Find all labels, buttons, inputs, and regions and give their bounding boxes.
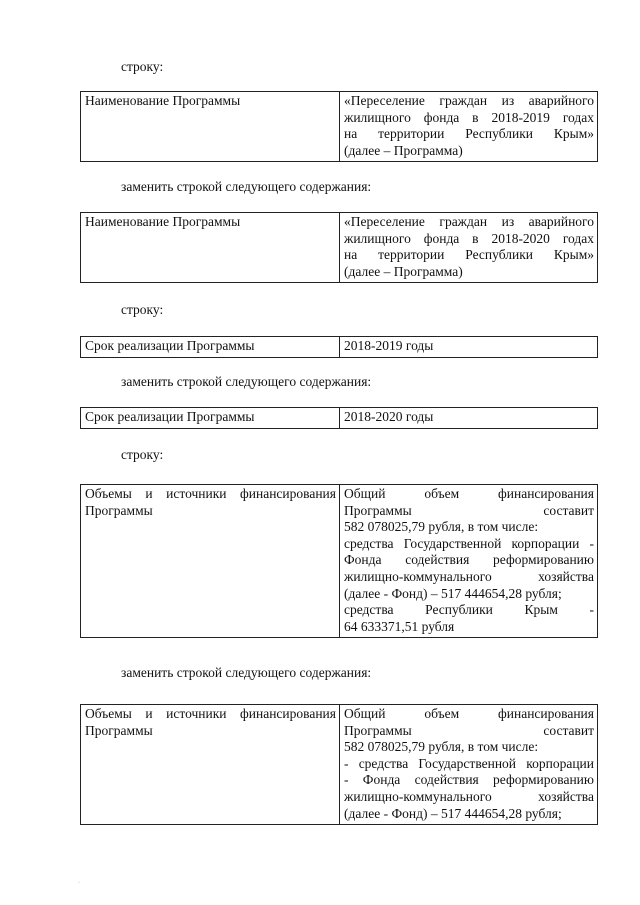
paragraph-replace-3: заменить строкой следующего содержания:	[121, 665, 372, 680]
scan-speck: ·	[78, 880, 80, 886]
value-line: жилищного фонда в 2018-2020 годах	[344, 230, 594, 246]
value-line: (далее - Фонд) – 517 444654,28 рубля;	[344, 805, 562, 821]
value-line: «Переселение граждан из аварийного	[344, 93, 594, 108]
cell-value: 2018-2019 годы	[340, 337, 598, 358]
value-line: (далее - Фонд) – 517 444654,28 рубля;	[344, 585, 562, 601]
value-line: Общий объем финансирования	[344, 486, 594, 501]
cell-value	[340, 92, 598, 162]
value-line: жилищного фонда в 2018-2019 годах	[344, 109, 594, 125]
cell-value	[340, 485, 598, 638]
value-line: 582 078025,79 рубля, в том числе:	[344, 519, 539, 535]
cell-value	[340, 213, 598, 283]
value-line: на территории Республики Крым»	[344, 126, 594, 142]
value-line: (далее – Программа)	[344, 263, 463, 279]
value-line: - Фонда содействия реформированию	[344, 772, 594, 788]
value-line: Общий объем финансирования	[344, 706, 594, 721]
table-row	[81, 705, 598, 825]
paragraph-replace-1: заменить строкой следующего содержания:	[121, 179, 372, 194]
cell-label: Срок реализации Программы	[81, 408, 340, 429]
cell-label: Наименование Программы	[81, 92, 340, 162]
table-term-old	[80, 336, 598, 358]
table-row	[81, 337, 598, 358]
cell-value: 2018-2020 годы	[340, 408, 598, 429]
table-row	[81, 213, 598, 283]
value-line: Фонда содействия реформированию	[344, 552, 594, 568]
table-term-new	[80, 407, 598, 429]
value-line: на территории Республики Крым»	[344, 247, 594, 263]
value-line: Программы составит	[344, 502, 594, 518]
paragraph-row-intro-2: строку:	[121, 302, 164, 317]
value-line: жилищно-коммунального хозяйства	[344, 788, 594, 804]
table-row	[81, 408, 598, 429]
cell-value	[340, 705, 598, 825]
value-line: - средства Государственной корпорации	[344, 755, 594, 771]
table-program-name-old	[80, 91, 598, 162]
cell-label: Наименование Программы	[81, 213, 340, 283]
value-line: средства Государственной корпорации -	[344, 535, 594, 551]
paragraph-row-intro-3: строку:	[121, 447, 164, 462]
table-funding-new	[80, 704, 598, 825]
table-program-name-new	[80, 212, 598, 283]
value-line: средства Республики Крым -	[344, 602, 594, 618]
label-line: Объемы и источники финансирования	[85, 486, 336, 501]
value-line: (далее – Программа)	[344, 142, 463, 158]
cell-label	[81, 705, 340, 825]
cell-label	[81, 485, 340, 638]
value-line: 582 078025,79 рубля, в том числе:	[344, 739, 539, 755]
label-line: Программы	[85, 502, 153, 518]
cell-label: Срок реализации Программы	[81, 337, 340, 358]
paragraph-replace-2: заменить строкой следующего содержания:	[121, 374, 372, 389]
value-line: Программы составит	[344, 722, 594, 738]
value-line: жилищно-коммунального хозяйства	[344, 568, 594, 584]
label-line: Программы	[85, 722, 153, 738]
table-row	[81, 485, 598, 638]
label-line: Объемы и источники финансирования	[85, 706, 336, 721]
table-funding-old	[80, 484, 598, 638]
table-row	[81, 92, 598, 162]
value-line: «Переселение граждан из аварийного	[344, 214, 594, 229]
value-line: 64 633371,51 рубля	[344, 618, 455, 634]
paragraph-row-intro-1: строку:	[121, 59, 164, 74]
